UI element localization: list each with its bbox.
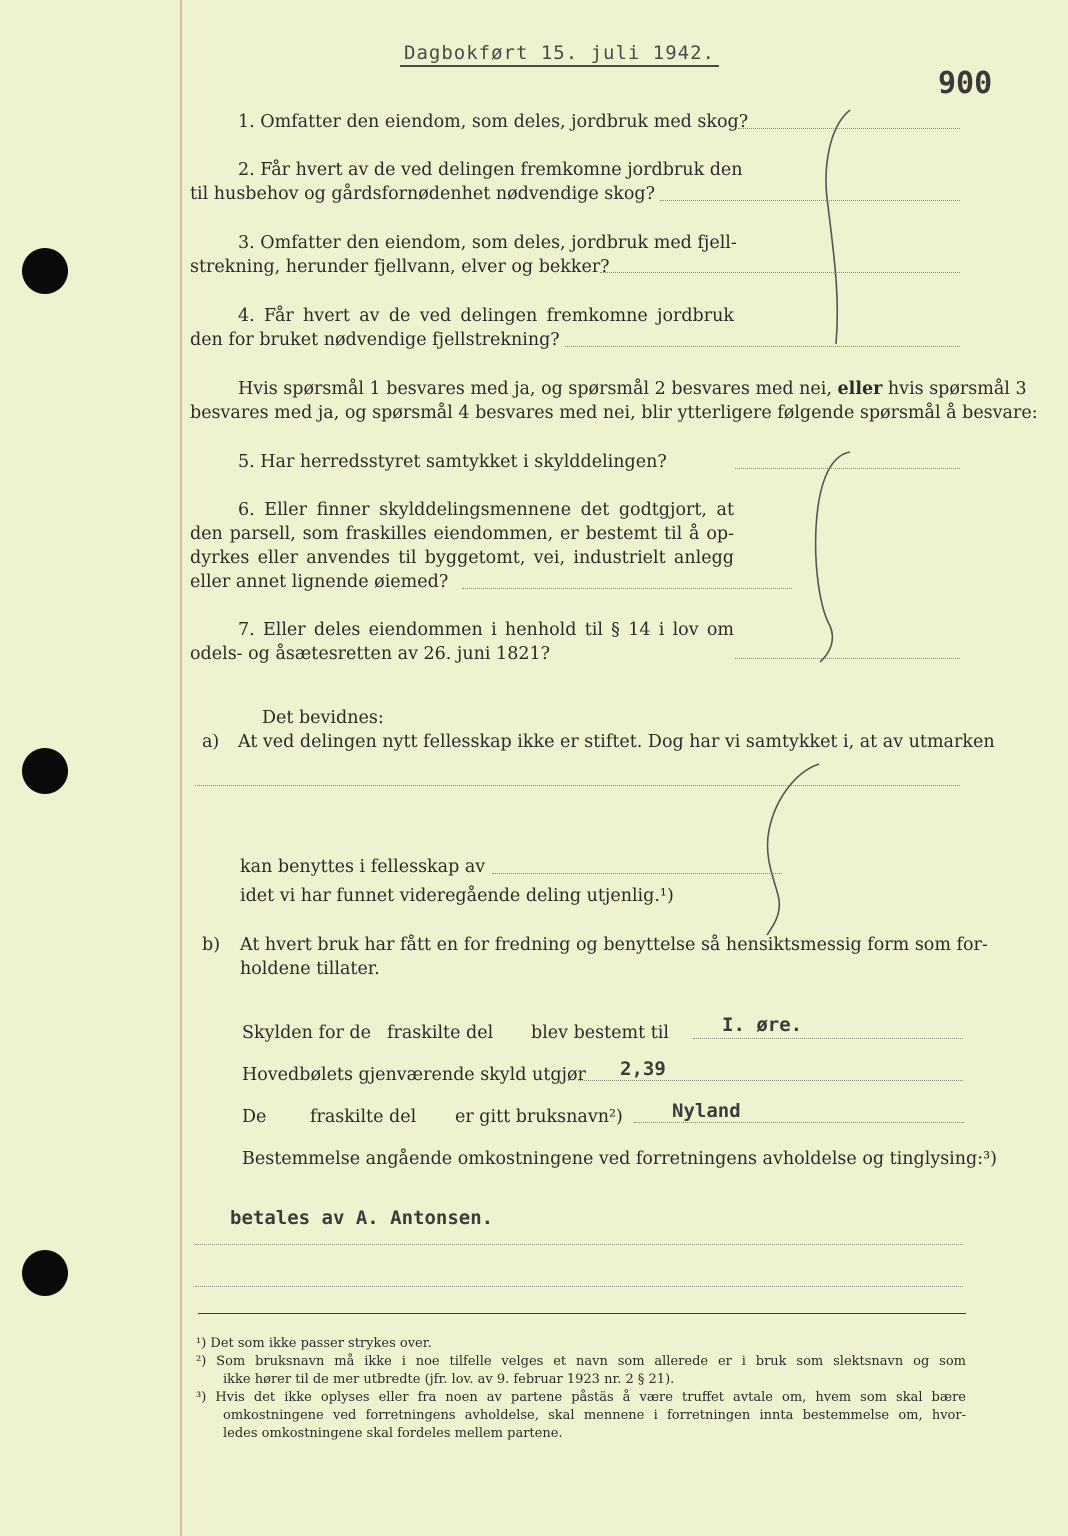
handwritten-brace xyxy=(800,448,860,668)
certification-intro: Det bevidnes: xyxy=(262,708,384,728)
punch-hole xyxy=(22,748,68,794)
answer-line xyxy=(462,588,792,589)
question-3-line-1: 3. Omfatter den eiendom, som deles, jordbruk med fjell- xyxy=(238,233,737,253)
question-2-line-2: til husbehov og gårdsfornødenhet nødvendige skog? xyxy=(190,184,655,204)
question-7-line-2: odels- og åsætesretten av 26. juni 1821? xyxy=(190,644,550,664)
skyld-value: I. øre. xyxy=(722,1014,803,1036)
answer-line xyxy=(565,346,960,347)
condition-text: hvis spørsmål 3 xyxy=(887,379,1027,399)
bruksnavn-value: Nyland xyxy=(672,1100,741,1122)
footnote-3-line-2: omkostningene ved forretningens avholdelse, skal mennene i forretningen innta bestemmelse om, hvor- xyxy=(223,1408,966,1423)
fill-line xyxy=(693,1038,963,1039)
handwritten-brace xyxy=(755,760,825,940)
bestemmelse-value: betales av A. Antonsen. xyxy=(230,1207,494,1229)
question-6-line-1: 6. Eller finner skylddelingsmennene det godtgjort, at xyxy=(238,500,734,520)
question-6-line-2: den parsell, som fraskilles eiendommen, er bestemt til å op- xyxy=(190,524,734,544)
item-a-line-2: kan benyttes i fellesskap av xyxy=(240,857,486,877)
fill-line xyxy=(195,1244,963,1245)
item-b-line-1: At hvert bruk har fått en for fredning og benyttelse så hensiktsmessig form som for- xyxy=(240,935,988,955)
fill-line xyxy=(195,785,960,786)
item-b-label: b) xyxy=(202,935,221,955)
footnote-3-line-3: ledes omkostningene skal fordeles mellem partene. xyxy=(223,1426,563,1441)
punch-hole xyxy=(22,1250,68,1296)
skyld-label-a: Skylden for de xyxy=(242,1023,371,1043)
footnote-2-line-1: ²) Som bruksnavn må ikke i noe tilfelle velges et navn som allerede er i bruk som slektsnavn og som xyxy=(196,1354,966,1369)
footnote-2-line-2: ikke hører til de mer utbredte (jfr. lov. av 9. februar 1923 nr. 2 § 21). xyxy=(223,1372,675,1387)
question-6-line-4: eller annet lignende øiemed? xyxy=(190,572,449,592)
fill-line xyxy=(634,1122,964,1123)
question-2-line-1: 2. Får hvert av de ved delingen fremkomne jordbruk den xyxy=(238,160,743,180)
bestemmelse-label: Bestemmelse angående omkostningene ved forretningens avholdelse og tinglysing:³) xyxy=(242,1149,997,1169)
question-4-line-1: 4. Får hvert av de ved delingen fremkomne jordbruk xyxy=(238,306,734,326)
item-a-line-3: idet vi har funnet videregående deling utjenlig.¹) xyxy=(240,886,674,906)
question-1: 1. Omfatter den eiendom, som deles, jordbruk med skog? xyxy=(238,112,749,132)
bruksnavn-label-b: fraskilte del xyxy=(310,1107,417,1127)
item-a-line-1: At ved delingen nytt fellesskap ikke er stiftet. Dog har vi samtykket i, at av utmarken xyxy=(238,732,995,752)
question-4-line-2: den for bruket nødvendige fjellstrekning? xyxy=(190,330,560,350)
margin-line xyxy=(180,0,182,1536)
bruksnavn-label-a: De xyxy=(242,1107,267,1127)
footnote-1: ¹) Det som ikke passer strykes over. xyxy=(196,1336,432,1351)
item-b-line-2: holdene tillater. xyxy=(240,959,380,979)
fill-line xyxy=(195,1286,963,1287)
skyld-label-c: blev bestemt til xyxy=(531,1023,669,1043)
fill-line xyxy=(578,1080,963,1081)
registration-stamp: Dagbokført 15. juli 1942. xyxy=(400,42,719,67)
footnote-3-line-1: ³) Hvis det ikke oplyses eller fra noen av partene påstäs å være truffet avtale om, hvem som skal bære xyxy=(196,1390,966,1405)
hovedbol-value: 2,39 xyxy=(620,1058,666,1080)
skyld-label-b: fraskilte del xyxy=(387,1023,494,1043)
bruksnavn-label-c: er gitt bruksnavn²) xyxy=(455,1107,623,1127)
condition-line-1 xyxy=(238,377,1027,401)
hovedbol-label: Hovedbølets gjenværende skyld utgjør xyxy=(242,1065,586,1085)
answer-line xyxy=(600,272,960,273)
question-7-line-1: 7. Eller deles eiendommen i henhold til § 14 i lov om xyxy=(238,620,734,640)
handwritten-brace xyxy=(812,106,852,356)
condition-line-2: besvares med ja, og spørsmål 4 besvares med nei, blir ytterligere følgende spørsmål å besvare: xyxy=(190,403,1038,423)
question-5: 5. Har herredsstyret samtykket i skylddelingen? xyxy=(238,452,667,472)
fill-line xyxy=(492,873,782,874)
condition-emphasis: eller xyxy=(837,379,883,399)
condition-text: Hvis spørsmål 1 besvares med ja, og spørsmål 2 besvares med nei, xyxy=(238,379,832,399)
page-number: 900 xyxy=(938,66,993,101)
footnote-separator xyxy=(198,1313,966,1314)
item-a-label: a) xyxy=(202,732,220,752)
question-6-line-3: dyrkes eller anvendes til byggetomt, vei, industrielt anlegg xyxy=(190,548,734,568)
question-3-line-2: strekning, herunder fjellvann, elver og bekker? xyxy=(190,257,610,277)
answer-line xyxy=(660,200,960,201)
punch-hole xyxy=(22,248,68,294)
